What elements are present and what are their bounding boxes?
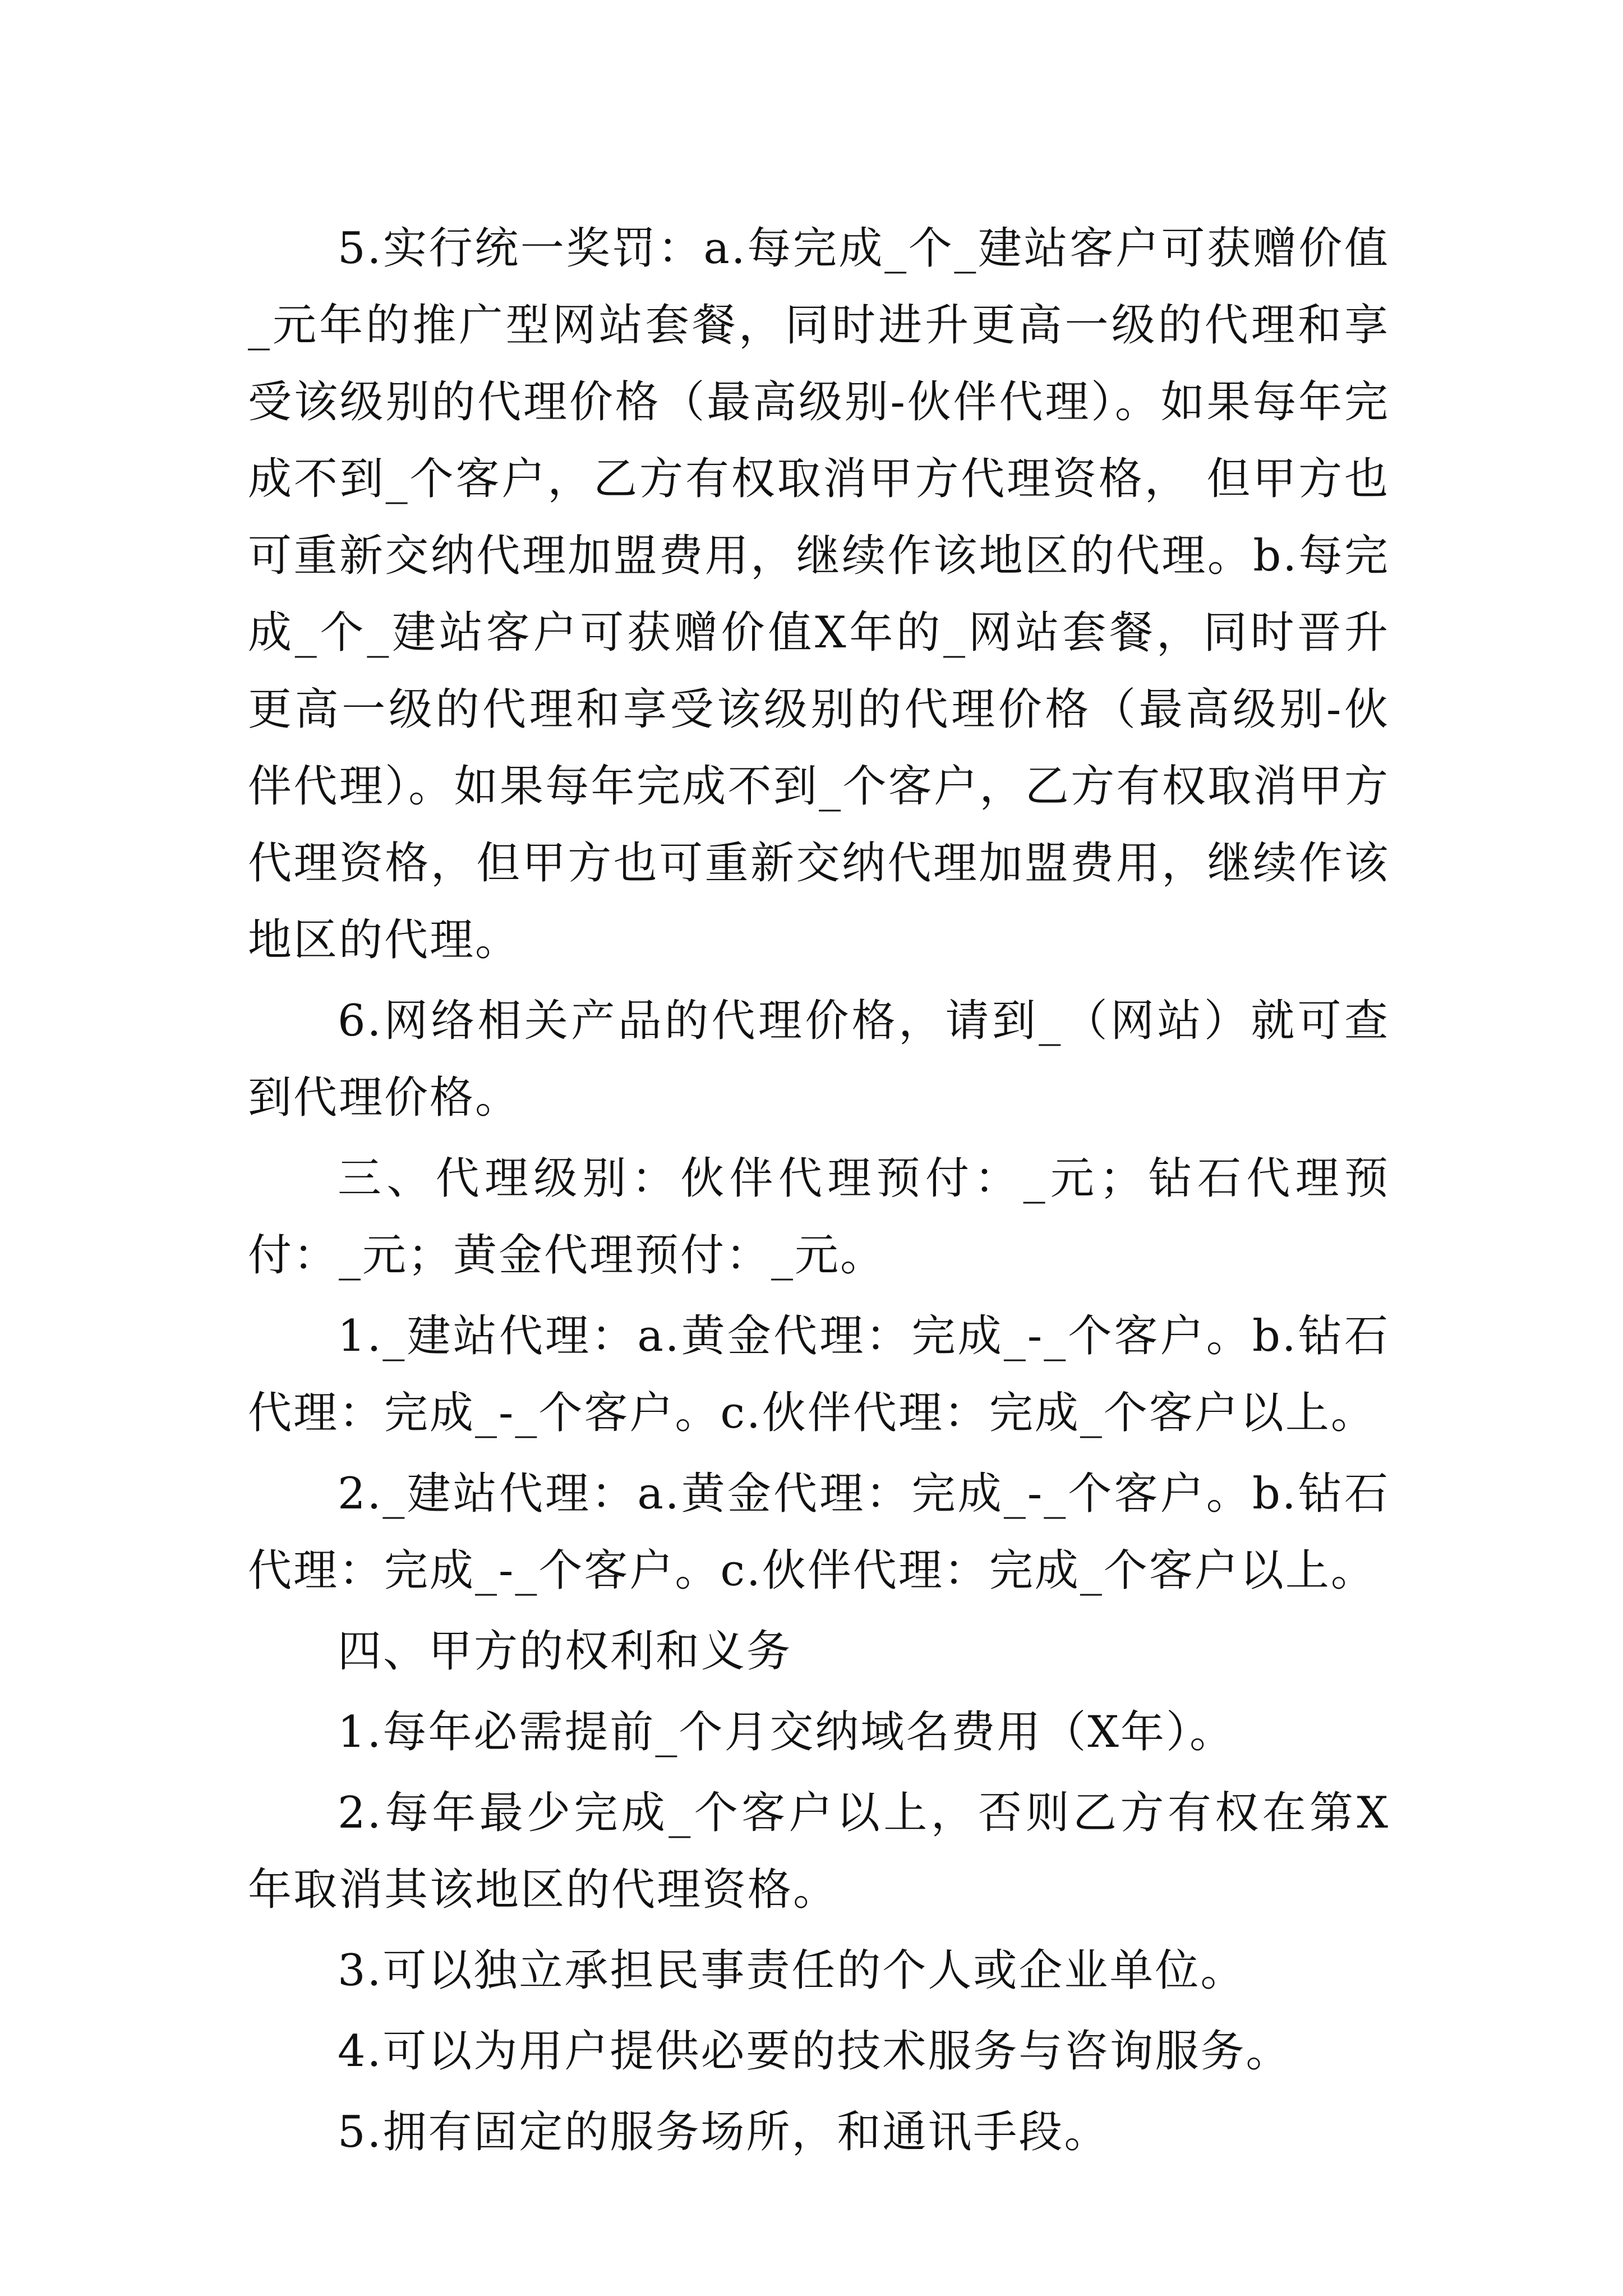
paragraph-product-pricing: 6.网络相关产品的代理价格，请到_（网站）就可查到代理价格。 [248,996,1390,1123]
paragraph-site-agent-tiers-1: 1._建站代理：a.黄金代理：完成_-_个客户。b.钻石代理：完成_-_个客户。c.伙伴代理：完成_个客户以上。 [248,1311,1390,1438]
paragraph-minimum-clients: 2.每年最少完成_个客户以上，否则乙方有权在第X年取消其该地区的代理资格。 [248,1788,1390,1915]
paragraph-service-venue: 5.拥有固定的服务场所，和通讯手段。 [338,2107,1110,2157]
paragraph-civil-liability: 3.可以独立承担民事责任的个人或企业单位。 [338,1945,1246,1996]
paragraph-domain-fee: 1.每年必需提前_个月交纳域名费用（X年）。 [338,1707,1235,1757]
paragraph-reward-policy: 5.实行统一奖罚：a.每完成_个_建站客户可获赠价值_元年的推广型网站套餐，同时进升更高一级的代理和享受该级别的代理价格（最高级别-伙伴代理）。如果每年完成不到_个客户，乙方有权取消甲方代理资格， 但甲方也可重新交纳代理加盟费用，继续作该地区的代理。b.每完成_个_建站客户可获赠价值X年的_网站套餐，同时晋升更高一级的代理和享受该级别的代理价格（最高级别-伙伴代理）。如果每年完成不到_个客户，乙方有权取消甲方代理资格，但甲方也可重新交纳代理加盟费用，继续作该地区的代理。 [248,223,1390,965]
section-heading-party-a-rights: 四、甲方的权利和义务 [338,1626,792,1677]
paragraph-site-agent-tiers-2: 2._建站代理：a.黄金代理：完成_-_个客户。b.钻石代理：完成_-_个客户。c.伙伴代理：完成_个客户以上。 [248,1469,1390,1596]
section-heading-agent-levels: 三、代理级别：伙伴代理预付：_元；钻石代理预付：_元；黄金代理预付：_元。 [248,1153,1390,1281]
paragraph-technical-service: 4.可以为用户提供必要的技术服务与咨询服务。 [338,2026,1292,2077]
